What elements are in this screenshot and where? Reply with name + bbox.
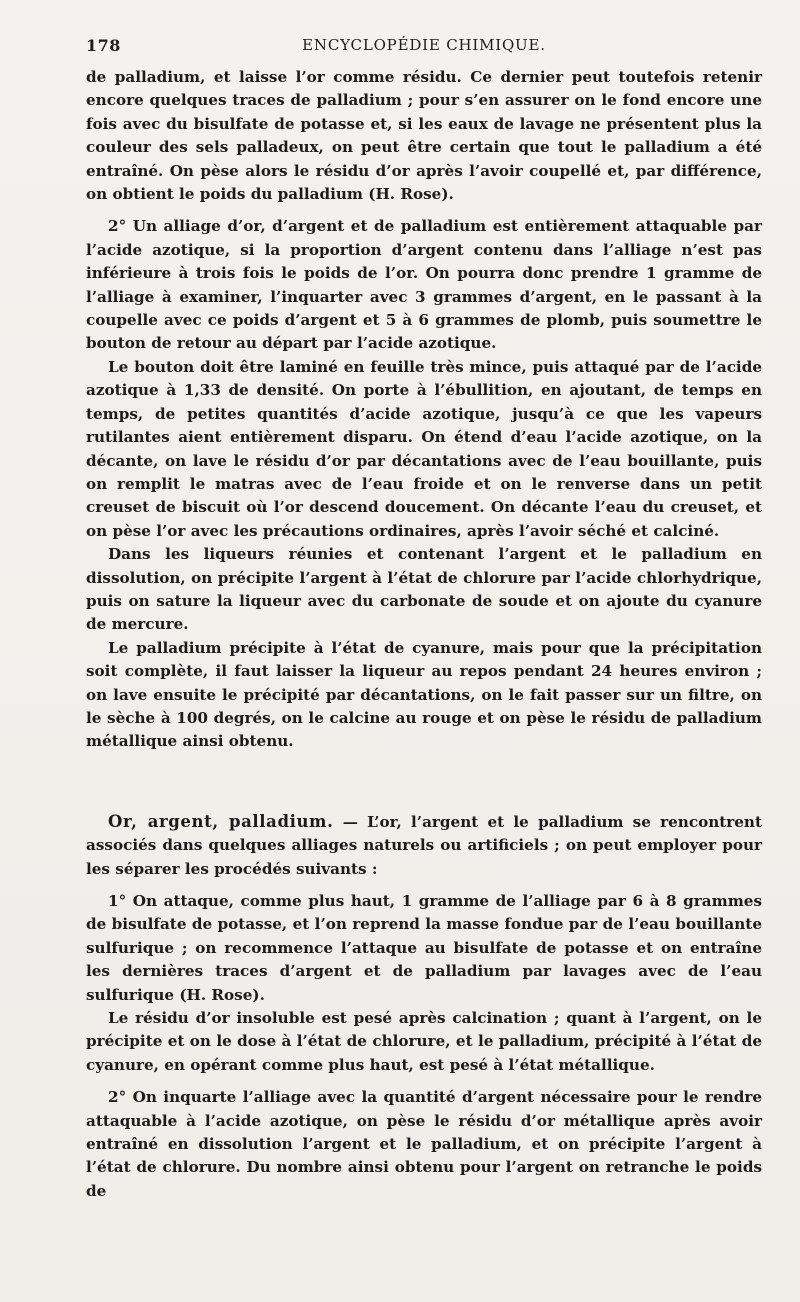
paragraph-8: Le résidu d’or insoluble est pesé après calcination ; quant à l’argent, on le précipite et on le dose à l’état de chlorure, et le palladium, précipité à l’état de cyanure, en opérant comme plus haut, est pesé à l’état métallique. — [86, 1009, 762, 1074]
page-number: 178 — [86, 36, 121, 55]
paragraph-3: Le bouton doit être laminé en feuille très mince, puis attaqué par de l’acide azotique à 1,33 de densité. On porte à l’ébullition, en ajoutant, de temps en temps, de petites quantités d’acide azotique, jusqu’à ce que les vapeurs rutilantes aient entièrement disparu. On étend d’eau l’acide azotique, on la décante, on lave le résidu d’or par décantations avec de l’eau bouillante, puis on remplit le matras avec de l’eau froide et on le renverse dans un petit creuset de biscuit où l’or descend doucement. On décante l’eau du creuset, et on pèse l’or avec les précautions ordinaires, après l’avoir séché et calciné. — [86, 357, 762, 540]
paragraph-2: 2° Un alliage d’or, d’argent et de palladium est entièrement attaquable par l’acide azotique, si la proportion d’argent contenu dans l’alliage n’est pas inférieure à trois fois le poids de l’or. On pourra donc prendre 1 gramme de l’alliage à examiner, l’inquarter avec 3 grammes d’argent, en le passant à la coupelle avec ce poids d’argent et 5 à 6 grammes de plomb, puis soumettre le bouton de retour au départ par l’acide azotique. — [86, 217, 762, 353]
paragraph-1: de palladium, et laisse l’or comme résidu. Ce dernier peut toutefois retenir encore quelques traces de palladium ; pour s’en assurer on le fond encore une fois avec du bisulfate de potasse et, si les eaux de lavage ne présentent plus la couleur des sels palladeux, on peut être certain que tout le palladium a été entraîné. On pèse alors le résidu d’or après l’avoir coupellé et, par différence, on obtient le poids du palladium (H. Rose). — [86, 68, 762, 204]
section-title: Or, argent, palladium. — [108, 811, 334, 831]
running-head: ENCYCLOPÉDIE CHIMIQUE. — [302, 36, 546, 54]
paragraph-5: Le palladium précipite à l’état de cyanure, mais pour que la précipitation soit complète, il faut laisser la liqueur au repos pendant 24 heures environ ; on lave ensuite le précipité par décantations, on le fait passer sur un filtre, on le sèche à 100 degrés, on le calcine au rouge et on pèse le résidu de palladium métallique ainsi obtenu. — [86, 638, 762, 751]
paragraph-7: 1° On attaque, comme plus haut, 1 gramme de l’alliage par 6 à 8 grammes de bisulfate de potasse, et l’on reprend la masse fondue par de l’eau bouillante sulfurique ; on recommence l’attaque au bisulfate de potasse et on entraîne les dernières traces d’argent et de palladium par lavages avec de l’eau sulfurique (H. Rose). — [86, 892, 762, 1004]
section-paragraph — [86, 810, 762, 881]
page-body — [86, 66, 762, 1203]
paragraph-4: Dans les liqueurs réunies et contenant l’argent et le palladium en dissolution, on précipite l’argent à l’état de chlorure par l’acide chlorhydrique, puis on sature la liqueur avec du carbonate de soude et on ajoute du cyanure de mercure. — [86, 545, 762, 634]
page-header — [86, 36, 762, 58]
paragraph-9: 2° On inquarte l’alliage avec la quantité d’argent nécessaire pour le rendre attaquable à l’acide azotique, on pèse le résidu d’or métallique après avoir entraîné en dissolution l’argent et le palladium, et on précipite l’argent à l’état de chlorure. Du nombre ainsi obtenu pour l’argent on retranche le poids de — [86, 1088, 762, 1200]
section-intro: — L’or, l’argent et le palladium se rencontrent associés dans quelques alliages naturels ou artificiels ; on peut employer pour les séparer les procédés suivants : — [86, 812, 762, 878]
